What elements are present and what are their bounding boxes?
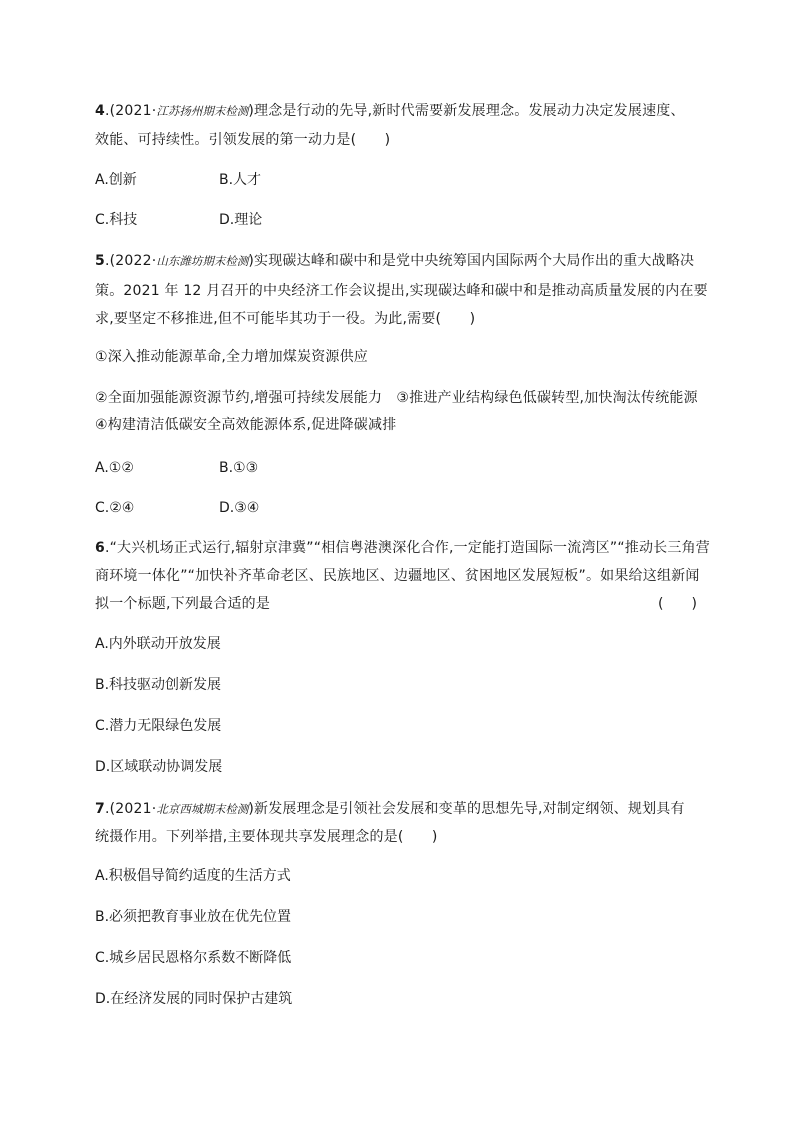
q5-line2: 策。2021 年 12 月召开的中央经济工作会议提出,实现碳达峰和碳中和是推动高质量发展的内在要 [95, 283, 708, 299]
q7-line1 [95, 799, 685, 819]
q5-source: 山东潍坊期末检测 [156, 254, 249, 268]
q7-option-a[interactable]: A.积极倡导简约适度的生活方式 [95, 868, 291, 884]
q7-line2: 统摄作用。下列举措,主要体现共享发展理念的是( ) [95, 829, 438, 845]
q7-stem: )新发展理念是引领社会发展和变革的思想先导,对制定纲领、规划具有 [248, 801, 685, 817]
q5-line3: 求,要坚定不移推进,但不可能毕其功于一役。为此,需要( ) [95, 311, 476, 327]
q5-item-4: ④构建清洁低碳安全高效能源体系,促进降碳减排 [95, 417, 397, 433]
question-number: 6 [95, 540, 105, 556]
q5-prefix: .(2022· [104, 253, 157, 269]
q7-option-c[interactable]: C.城乡居民恩格尔系数不断降低 [95, 950, 292, 966]
q7-option-b[interactable]: B.必须把教育事业放在优先位置 [95, 909, 292, 925]
q5-line1 [95, 251, 694, 271]
q4-option-a[interactable]: A.创新 [95, 172, 137, 188]
q6-line3: 拟一个标题,下列最合适的是 [95, 596, 271, 612]
q7-option-d[interactable]: D.在经济发展的同时保护古建筑 [95, 991, 293, 1007]
q5-option-a[interactable]: A.①② [95, 460, 134, 476]
q4-line1 [95, 101, 685, 121]
q5-item-2-3: ②全面加强能源资源节约,增强可持续发展能力 ③推进产业结构绿色低碳转型,加快淘汰传统能源 [95, 390, 698, 406]
q6-line1 [95, 538, 710, 558]
q6-line2: 商环境一体化”“加快补齐革命老区、民族地区、边疆地区、贫困地区发展短板”。如果给这组新闻 [95, 568, 700, 584]
q7-prefix: .(2021· [104, 801, 157, 817]
q6-option-b[interactable]: B.科技驱动创新发展 [95, 677, 222, 693]
q5-option-d[interactable]: D.③④ [219, 500, 260, 516]
q4-option-c[interactable]: C.科技 [95, 212, 138, 228]
q5-option-c[interactable]: C.②④ [95, 500, 135, 516]
q4-option-b[interactable]: B.人才 [219, 172, 262, 188]
question-number: 7 [95, 801, 105, 817]
q4-line2: 效能、可持续性。引领发展的第一动力是( ) [95, 132, 391, 148]
q5-stem: )实现碳达峰和碳中和是党中央统筹国内国际两个大局作出的重大战略决 [248, 253, 695, 269]
question-number: 4 [95, 103, 105, 119]
q6-option-a[interactable]: A.内外联动开放发展 [95, 636, 221, 652]
q4-source: 江苏扬州期末检测 [156, 104, 249, 118]
q4-option-d[interactable]: D.理论 [219, 212, 263, 228]
q6-option-c[interactable]: C.潜力无限绿色发展 [95, 718, 222, 734]
question-number: 5 [95, 253, 105, 269]
q5-item-1: ①深入推动能源革命,全力增加煤炭资源供应 [95, 349, 368, 365]
q4-stem: )理念是行动的先导,新时代需要新发展理念。发展动力决定发展速度、 [248, 103, 685, 119]
q6-stem: .“大兴机场正式运行,辐射京津冀”“相信粤港澳深化合作,一定能打造国际一流湾区”“推动长三角营 [104, 540, 710, 556]
q7-source: 北京西城期末检测 [156, 802, 249, 816]
q5-option-b[interactable]: B.①③ [219, 460, 259, 476]
q4-prefix: .(2021· [104, 103, 157, 119]
q6-answer-blank: ( ) [658, 596, 697, 612]
q6-option-d[interactable]: D.区域联动协调发展 [95, 759, 223, 775]
